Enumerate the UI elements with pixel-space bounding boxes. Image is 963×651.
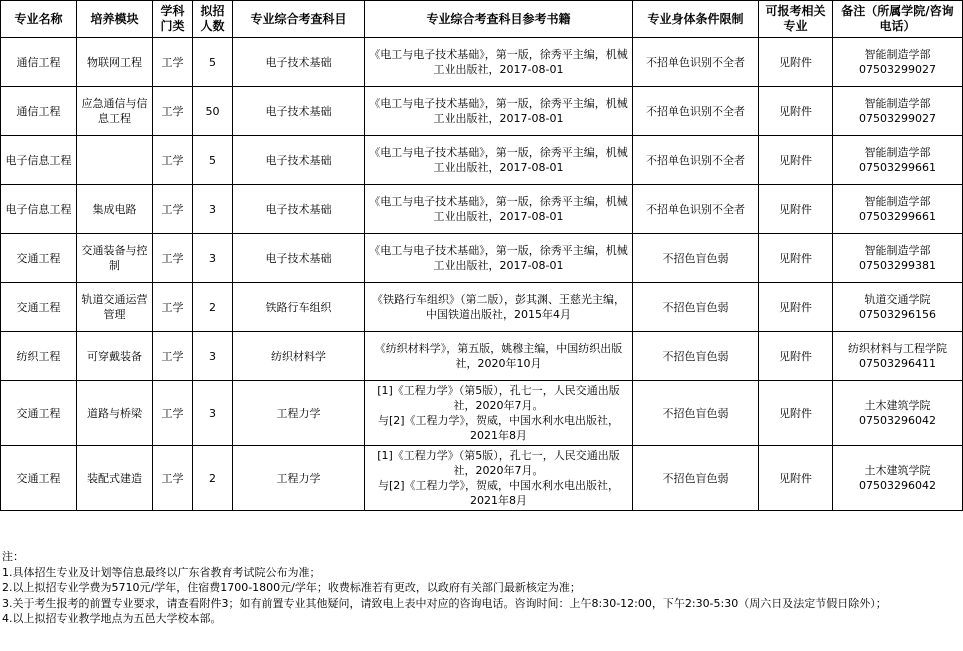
note-phone: 07503299381 xyxy=(859,259,936,272)
note-college: 智能制造学部 xyxy=(864,244,931,257)
cell-subject: 电子技术基础 xyxy=(233,136,365,185)
cell-body: 不招单色识别不全者 xyxy=(633,38,759,87)
note-college: 智能制造学部 xyxy=(864,97,931,110)
header-body: 专业身体条件限制 xyxy=(633,1,759,38)
cell-book: 《铁路行车组织》（第二版），彭其渊、王慈光主编，中国铁道出版社，2015年4月 xyxy=(365,283,633,332)
cell-module: 集成电路 xyxy=(77,185,153,234)
cell-major: 交通工程 xyxy=(1,283,77,332)
cell-count: 3 xyxy=(193,234,233,283)
cell-subject: 电子技术基础 xyxy=(233,87,365,136)
cell-major: 电子信息工程 xyxy=(1,185,77,234)
cell-subject: 工程力学 xyxy=(233,446,365,511)
note-college: 土木建筑学院 xyxy=(864,399,931,412)
note-1: 1.具体招生专业及计划等信息最终以广东省教育考试院公布为准； xyxy=(2,565,321,579)
note-phone: 07503299661 xyxy=(859,161,936,174)
note-phone: 07503296042 xyxy=(859,479,936,492)
header-category: 学科门类 xyxy=(153,1,193,38)
header-row xyxy=(1,1,963,38)
cell-module: 道路与桥梁 xyxy=(77,381,153,446)
cell-note xyxy=(833,38,963,87)
note-phone: 07503296411 xyxy=(859,357,936,370)
note-phone: 07503299027 xyxy=(859,112,936,125)
cell-book: 《电工与电子技术基础》，第一版，徐秀平主编，机械工业出版社，2017-08-01 xyxy=(365,185,633,234)
cell-body: 不招色盲色弱 xyxy=(633,381,759,446)
cell-subject: 铁路行车组织 xyxy=(233,283,365,332)
note-college: 轨道交通学院 xyxy=(864,293,931,306)
note-college: 智能制造学部 xyxy=(864,195,931,208)
table-row xyxy=(1,332,963,381)
cell-category: 工学 xyxy=(153,283,193,332)
note-4: 4.以上拟招专业教学地点为五邑大学校本部。 xyxy=(2,612,222,625)
cell-book: 《电工与电子技术基础》，第一版，徐秀平主编，机械工业出版社，2017-08-01 xyxy=(365,87,633,136)
cell-subject: 工程力学 xyxy=(233,381,365,446)
cell-category: 工学 xyxy=(153,446,193,511)
cell-major: 通信工程 xyxy=(1,38,77,87)
note-3: 3.关于考生报考的前置专业要求，请查看附件3；如有前置专业其他疑问，请致电上表中对应的咨询电话。咨询时间：上午8:30-12:00，下午2:30-5:30（周六日及法定节假日除外）； xyxy=(2,596,887,610)
table-row xyxy=(1,87,963,136)
cell-category: 工学 xyxy=(153,332,193,381)
cell-body: 不招色盲色弱 xyxy=(633,283,759,332)
cell-category: 工学 xyxy=(153,87,193,136)
cell-related: 见附件 xyxy=(759,234,833,283)
cell-category: 工学 xyxy=(153,136,193,185)
cell-note xyxy=(833,136,963,185)
cell-book: 《纺织材料学》，第五版，姚穆主编，中国纺织出版社，2020年10月 xyxy=(365,332,633,381)
table-row xyxy=(1,283,963,332)
cell-major: 纺织工程 xyxy=(1,332,77,381)
cell-subject: 电子技术基础 xyxy=(233,185,365,234)
cell-module: 可穿戴装备 xyxy=(77,332,153,381)
cell-module: 装配式建造 xyxy=(77,446,153,511)
cell-note xyxy=(833,185,963,234)
cell-note xyxy=(833,381,963,446)
cell-book: 《电工与电子技术基础》，第一版，徐秀平主编，机械工业出版社，2017-08-01 xyxy=(365,38,633,87)
table-row xyxy=(1,136,963,185)
cell-count: 5 xyxy=(193,38,233,87)
cell-count: 3 xyxy=(193,332,233,381)
cell-subject: 纺织材料学 xyxy=(233,332,365,381)
header-related: 可报考相关专业 xyxy=(759,1,833,38)
cell-related: 见附件 xyxy=(759,136,833,185)
cell-body: 不招色盲色弱 xyxy=(633,446,759,511)
notes-title: 注： xyxy=(2,550,24,563)
cell-module xyxy=(77,136,153,185)
cell-note xyxy=(833,87,963,136)
note-2: 2.以上拟招专业学费为5710元/学年，住宿费1700-1800元/学年；收费标准若有更改，以政府有关部门最新核定为准； xyxy=(2,581,581,594)
note-phone: 07503296042 xyxy=(859,414,936,427)
cell-module: 物联网工程 xyxy=(77,38,153,87)
note-phone: 07503299027 xyxy=(859,63,936,76)
note-college: 土木建筑学院 xyxy=(864,464,931,477)
cell-category: 工学 xyxy=(153,381,193,446)
cell-category: 工学 xyxy=(153,234,193,283)
cell-related: 见附件 xyxy=(759,38,833,87)
cell-subject: 电子技术基础 xyxy=(233,234,365,283)
header-book: 专业综合考查科目参考书籍 xyxy=(365,1,633,38)
cell-count: 5 xyxy=(193,136,233,185)
cell-related: 见附件 xyxy=(759,283,833,332)
note-phone: 07503296156 xyxy=(859,308,936,321)
table-body xyxy=(1,38,963,511)
cell-related: 见附件 xyxy=(759,381,833,446)
cell-count: 3 xyxy=(193,185,233,234)
cell-book: [1]《工程力学》（第5版），孔七一，人民交通出版社，2020年7月。 与[2]《工程力学》，贺威，中国水利水电出版社，2021年8月 xyxy=(365,381,633,446)
cell-major: 电子信息工程 xyxy=(1,136,77,185)
table-row xyxy=(1,38,963,87)
header-count: 拟招人数 xyxy=(193,1,233,38)
table-row xyxy=(1,185,963,234)
cell-category: 工学 xyxy=(153,185,193,234)
cell-related: 见附件 xyxy=(759,446,833,511)
cell-major: 交通工程 xyxy=(1,234,77,283)
notes xyxy=(2,549,960,627)
cell-major: 交通工程 xyxy=(1,381,77,446)
cell-major: 通信工程 xyxy=(1,87,77,136)
cell-count: 2 xyxy=(193,283,233,332)
cell-module: 应急通信与信息工程 xyxy=(77,87,153,136)
cell-body: 不招色盲色弱 xyxy=(633,234,759,283)
cell-count: 50 xyxy=(193,87,233,136)
cell-book: 《电工与电子技术基础》，第一版，徐秀平主编，机械工业出版社，2017-08-01 xyxy=(365,234,633,283)
cell-note xyxy=(833,446,963,511)
cell-related: 见附件 xyxy=(759,332,833,381)
cell-subject: 电子技术基础 xyxy=(233,38,365,87)
note-college: 智能制造学部 xyxy=(864,48,931,61)
note-phone: 07503299661 xyxy=(859,210,936,223)
cell-major: 交通工程 xyxy=(1,446,77,511)
note-college: 纺织材料与工程学院 xyxy=(848,342,947,355)
header-subject: 专业综合考查科目 xyxy=(233,1,365,38)
cell-book: [1]《工程力学》（第5版），孔七一，人民交通出版社，2020年7月。 与[2]《工程力学》，贺威，中国水利水电出版社，2021年8月 xyxy=(365,446,633,511)
cell-body: 不招单色识别不全者 xyxy=(633,185,759,234)
cell-module: 轨道交通运营管理 xyxy=(77,283,153,332)
cell-note xyxy=(833,332,963,381)
cell-body: 不招色盲色弱 xyxy=(633,332,759,381)
header-note: 备注（所属学院/咨询电话） xyxy=(833,1,963,38)
cell-book: 《电工与电子技术基础》，第一版，徐秀平主编，机械工业出版社，2017-08-01 xyxy=(365,136,633,185)
cell-related: 见附件 xyxy=(759,185,833,234)
cell-module: 交通装备与控制 xyxy=(77,234,153,283)
cell-note xyxy=(833,234,963,283)
cell-category: 工学 xyxy=(153,38,193,87)
cell-note xyxy=(833,283,963,332)
note-college: 智能制造学部 xyxy=(864,146,931,159)
table-row xyxy=(1,381,963,446)
cell-body: 不招单色识别不全者 xyxy=(633,87,759,136)
cell-body: 不招单色识别不全者 xyxy=(633,136,759,185)
header-major: 专业名称 xyxy=(1,1,77,38)
cell-count: 2 xyxy=(193,446,233,511)
table-row xyxy=(1,446,963,511)
header-module: 培养模块 xyxy=(77,1,153,38)
cell-related: 见附件 xyxy=(759,87,833,136)
table-row xyxy=(1,234,963,283)
cell-count: 3 xyxy=(193,381,233,446)
